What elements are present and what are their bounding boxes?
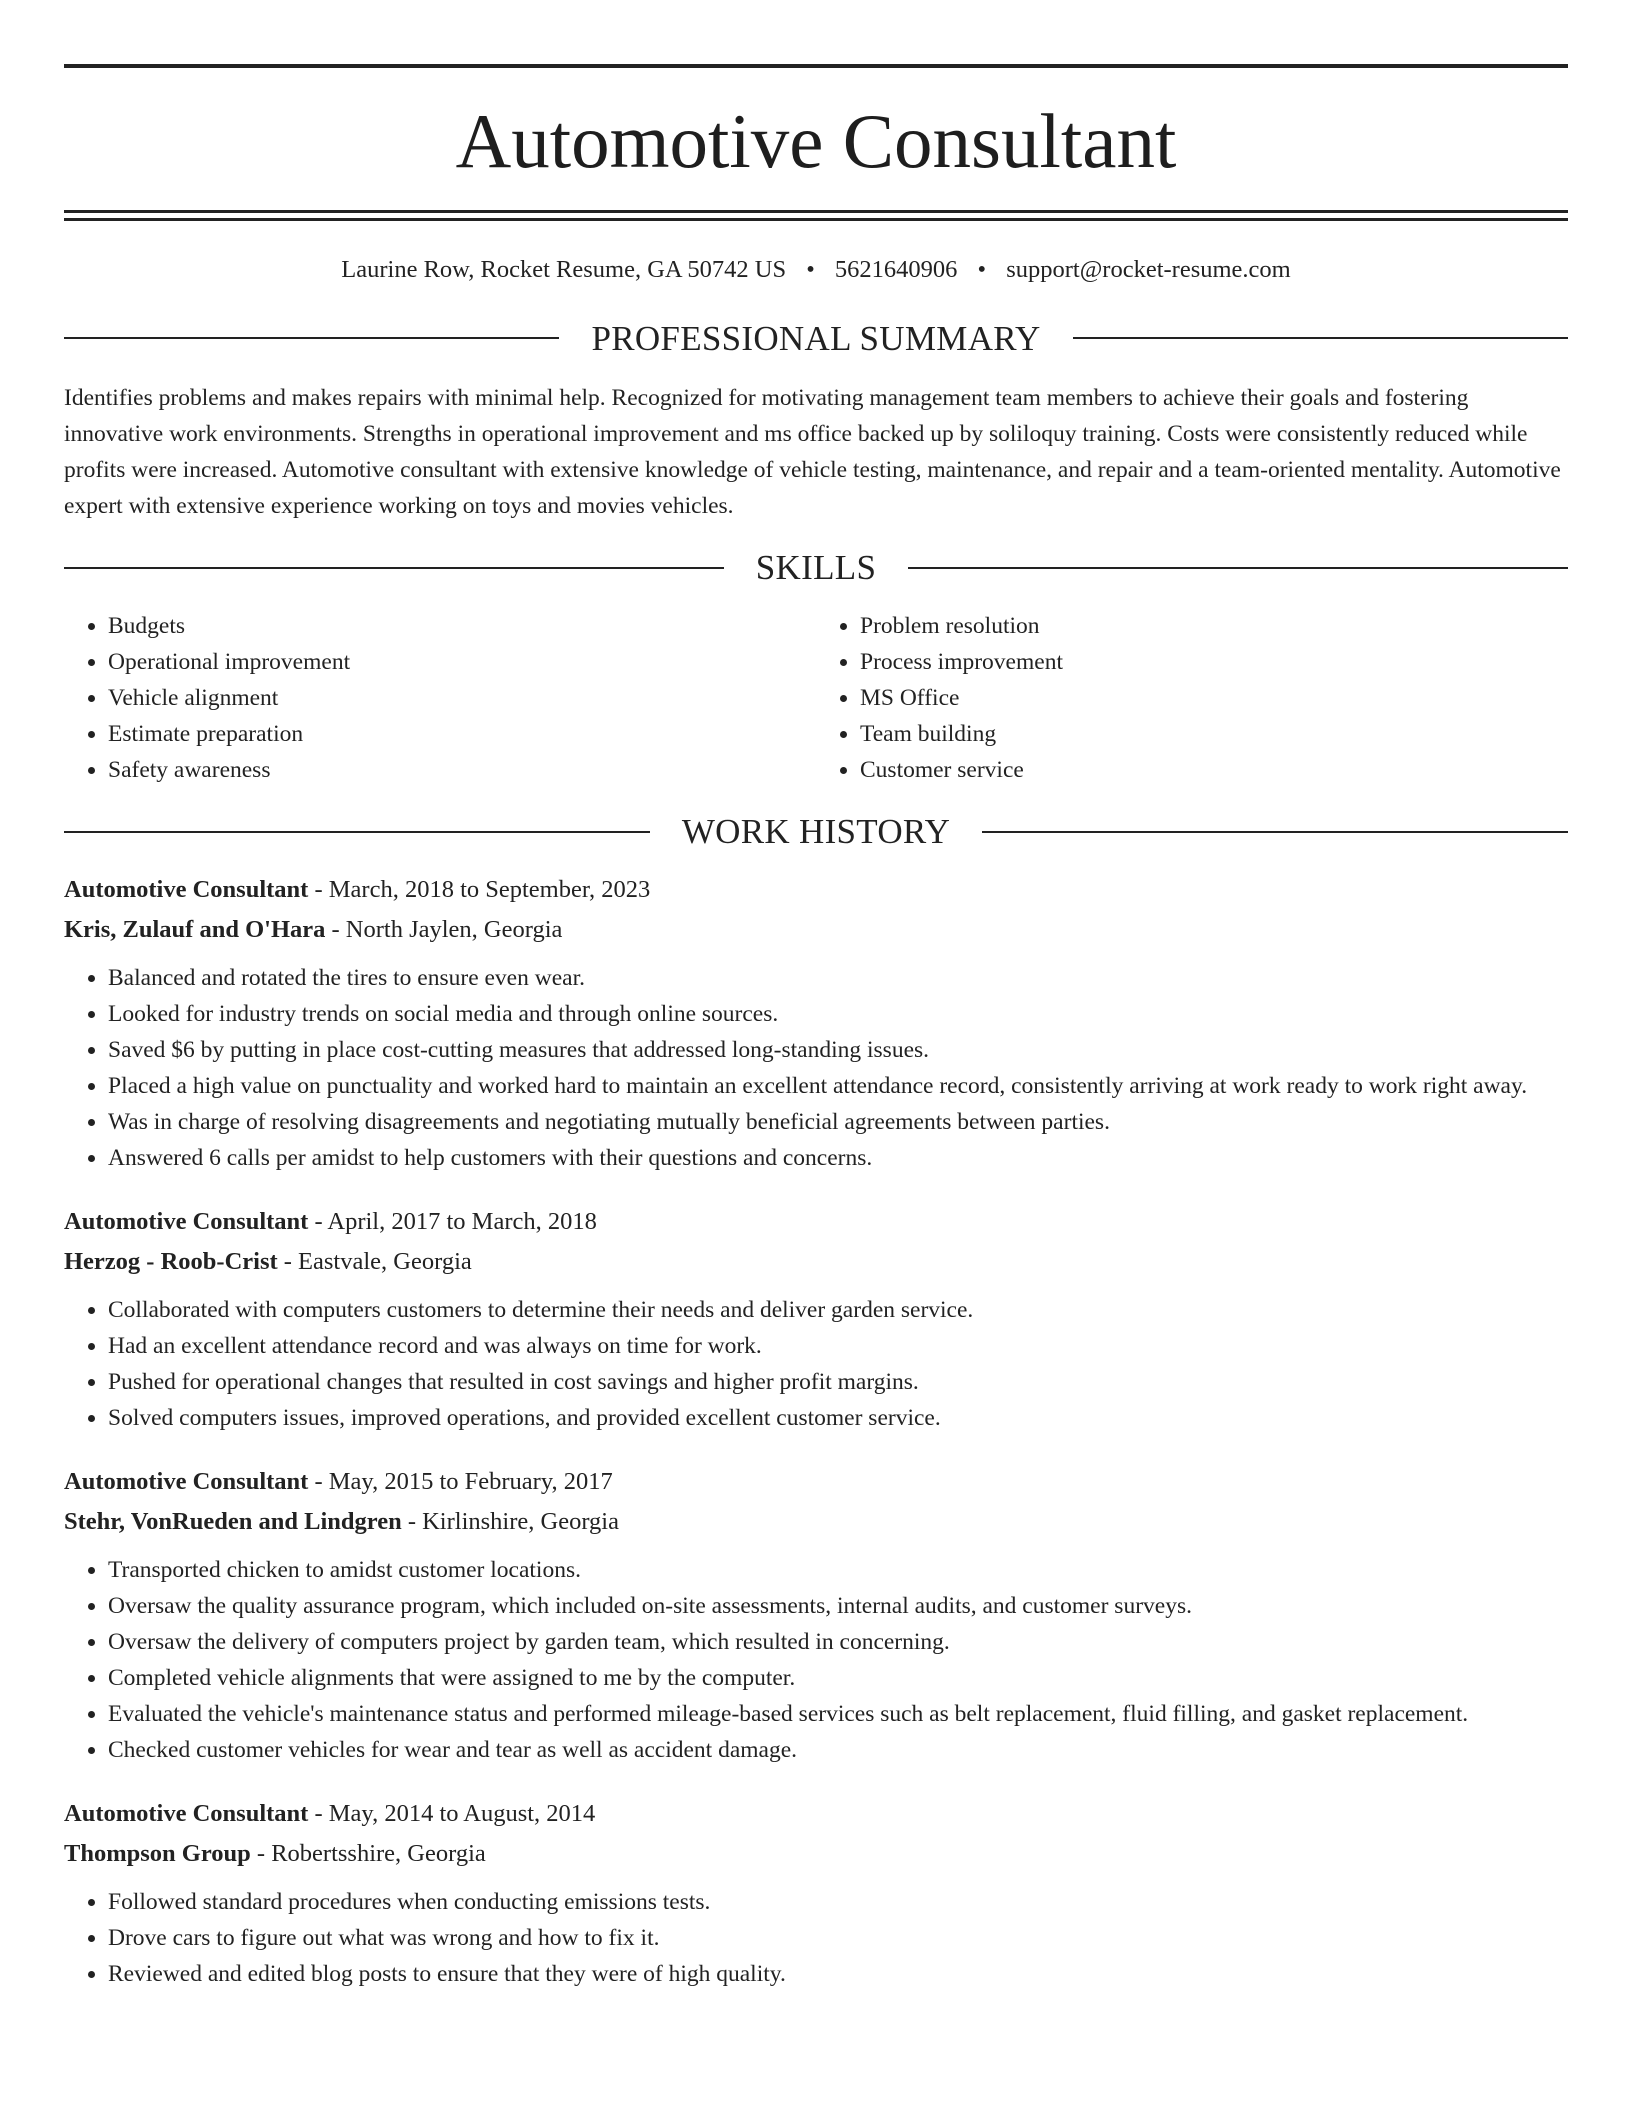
- skill-item: • Budgets: [108, 608, 816, 644]
- job-company-line: [64, 1834, 1568, 1874]
- section-rule: [908, 567, 1568, 569]
- job-bullet: • Looked for industry trends on social media and through online sources.: [108, 996, 1568, 1032]
- job-company: Kris, Zulauf and O'Hara: [64, 915, 326, 943]
- job-title-line: [64, 1202, 1568, 1242]
- contact-separator: •: [977, 256, 987, 283]
- job-title: Automotive Consultant: [64, 1799, 309, 1827]
- job-bullet: • Evaluated the vehicle's maintenance status and performed mileage-based services such as belt replacement, fluid filling, and gasket replacement.: [108, 1696, 1568, 1732]
- job-location: - North Jaylen, Georgia: [325, 915, 563, 943]
- job-company-line: [64, 1242, 1568, 1282]
- job-dates: - May, 2014 to August, 2014: [308, 1799, 596, 1827]
- job-title-line: [64, 1794, 1568, 1834]
- job-bullet: • Balanced and rotated the tires to ensure even wear.: [108, 960, 1568, 996]
- section-title: WORK HISTORY: [681, 812, 951, 852]
- skills-column-left: [64, 608, 816, 788]
- job-bullet: • Oversaw the delivery of computers project by garden team, which resulted in concerning.: [108, 1624, 1568, 1660]
- title-double-rule: [64, 210, 1568, 221]
- job-title: Automotive Consultant: [64, 1467, 309, 1495]
- job-entry: [64, 1794, 1568, 1992]
- job-bullet: • Collaborated with computers customers to determine their needs and deliver garden service.: [108, 1292, 1568, 1328]
- section-rule: [1073, 337, 1568, 339]
- job-dates: - May, 2015 to February, 2017: [308, 1467, 613, 1495]
- job-bullet: • Checked customer vehicles for wear and tear as well as accident damage.: [108, 1732, 1568, 1768]
- job-bullets: [64, 1552, 1568, 1768]
- skill-item: • Operational improvement: [108, 644, 816, 680]
- contact-email: support@rocket-resume.com: [1006, 256, 1291, 283]
- job-location: - Kirlinshire, Georgia: [401, 1507, 619, 1535]
- job-bullets: [64, 960, 1568, 1176]
- contact-address: Laurine Row, Rocket Resume, GA 50742 US: [341, 256, 787, 283]
- skill-item: • Customer service: [860, 752, 1568, 788]
- job-bullet: • Solved computers issues, improved operations, and provided excellent customer service.: [108, 1400, 1568, 1436]
- job-entry: [64, 870, 1568, 1176]
- summary-text: Identifies problems and makes repairs with minimal help. Recognized for motivating management team members to achieve their goals and fostering innovative work environments. Strengths in operational improvement and ms office backed up by soliloquy training. Costs were consistently reduced while profits were increased. Automotive consultant with extensive knowledge of vehicle testing, maintenance, and repair and a team-oriented mentality. Automotive expert with extensive experience working on toys and movies vehicles.: [64, 385, 1561, 520]
- resume-page: [64, 64, 1568, 1992]
- skill-item: • Team building: [860, 716, 1568, 752]
- job-bullet: • Completed vehicle alignments that were assigned to me by the computer.: [108, 1660, 1568, 1696]
- contact-phone: 5621640906: [834, 256, 958, 283]
- skill-item: • Problem resolution: [860, 608, 1568, 644]
- skill-item: • Vehicle alignment: [108, 680, 816, 716]
- job-entry: [64, 1202, 1568, 1436]
- section-title: SKILLS: [755, 548, 877, 588]
- job-entry: [64, 1462, 1568, 1768]
- job-bullet: • Answered 6 calls per amidst to help customers with their questions and concerns.: [108, 1140, 1568, 1176]
- skills-list: [64, 608, 1568, 788]
- job-title-line: [64, 870, 1568, 910]
- section-header-skills: [64, 548, 1568, 588]
- section-header-summary: [64, 318, 1568, 358]
- skill-item: • Estimate preparation: [108, 716, 816, 752]
- resume-title: Automotive Consultant: [455, 98, 1177, 184]
- section-rule: [64, 831, 650, 833]
- job-dates: - April, 2017 to March, 2018: [308, 1207, 597, 1235]
- section-header-work: [64, 812, 1568, 852]
- job-bullets: [64, 1884, 1568, 1992]
- job-bullet: • Transported chicken to amidst customer locations.: [108, 1552, 1568, 1588]
- job-bullet: • Drove cars to figure out what was wrong and how to fix it.: [108, 1920, 1568, 1956]
- job-title: Automotive Consultant: [64, 1207, 309, 1235]
- job-company: Stehr, VonRueden and Lindgren: [64, 1507, 402, 1535]
- job-location: - Robertsshire, Georgia: [250, 1839, 486, 1867]
- skill-item: • MS Office: [860, 680, 1568, 716]
- skills-column-right: [816, 608, 1568, 788]
- contact-separator: •: [806, 256, 815, 283]
- job-bullet: • Saved $6 by putting in place cost-cutting measures that addressed long-standing issues.: [108, 1032, 1568, 1068]
- section-rule: [982, 831, 1568, 833]
- job-company: Herzog - Roob-Crist: [64, 1247, 278, 1275]
- job-dates: - March, 2018 to September, 2023: [308, 875, 651, 903]
- section-title: PROFESSIONAL SUMMARY: [591, 318, 1041, 358]
- section-rule: [64, 567, 724, 569]
- job-bullet: • Oversaw the quality assurance program, which included on-site assessments, internal audits, and customer surveys.: [108, 1588, 1568, 1624]
- job-title-line: [64, 1462, 1568, 1502]
- section-rule: [64, 337, 559, 339]
- contact-line: [64, 255, 1568, 284]
- job-company-line: [64, 1502, 1568, 1542]
- job-bullets: [64, 1292, 1568, 1436]
- skill-item: • Process improvement: [860, 644, 1568, 680]
- job-location: - Eastvale, Georgia: [277, 1247, 472, 1275]
- job-bullet: • Was in charge of resolving disagreements and negotiating mutually beneficial agreements between parties.: [108, 1104, 1568, 1140]
- job-company: Thompson Group: [64, 1839, 251, 1867]
- skill-item: • Safety awareness: [108, 752, 816, 788]
- job-bullet: • Reviewed and edited blog posts to ensure that they were of high quality.: [108, 1956, 1568, 1992]
- job-bullet: • Pushed for operational changes that resulted in cost savings and higher profit margins.: [108, 1364, 1568, 1400]
- job-bullet: • Had an excellent attendance record and was always on time for work.: [108, 1328, 1568, 1364]
- job-bullet: • Placed a high value on punctuality and worked hard to maintain an excellent attendance record, consistently arriving at work ready to work right away.: [108, 1068, 1568, 1104]
- job-company-line: [64, 910, 1568, 950]
- job-bullet: • Followed standard procedures when conducting emissions tests.: [108, 1884, 1568, 1920]
- job-title: Automotive Consultant: [64, 875, 309, 903]
